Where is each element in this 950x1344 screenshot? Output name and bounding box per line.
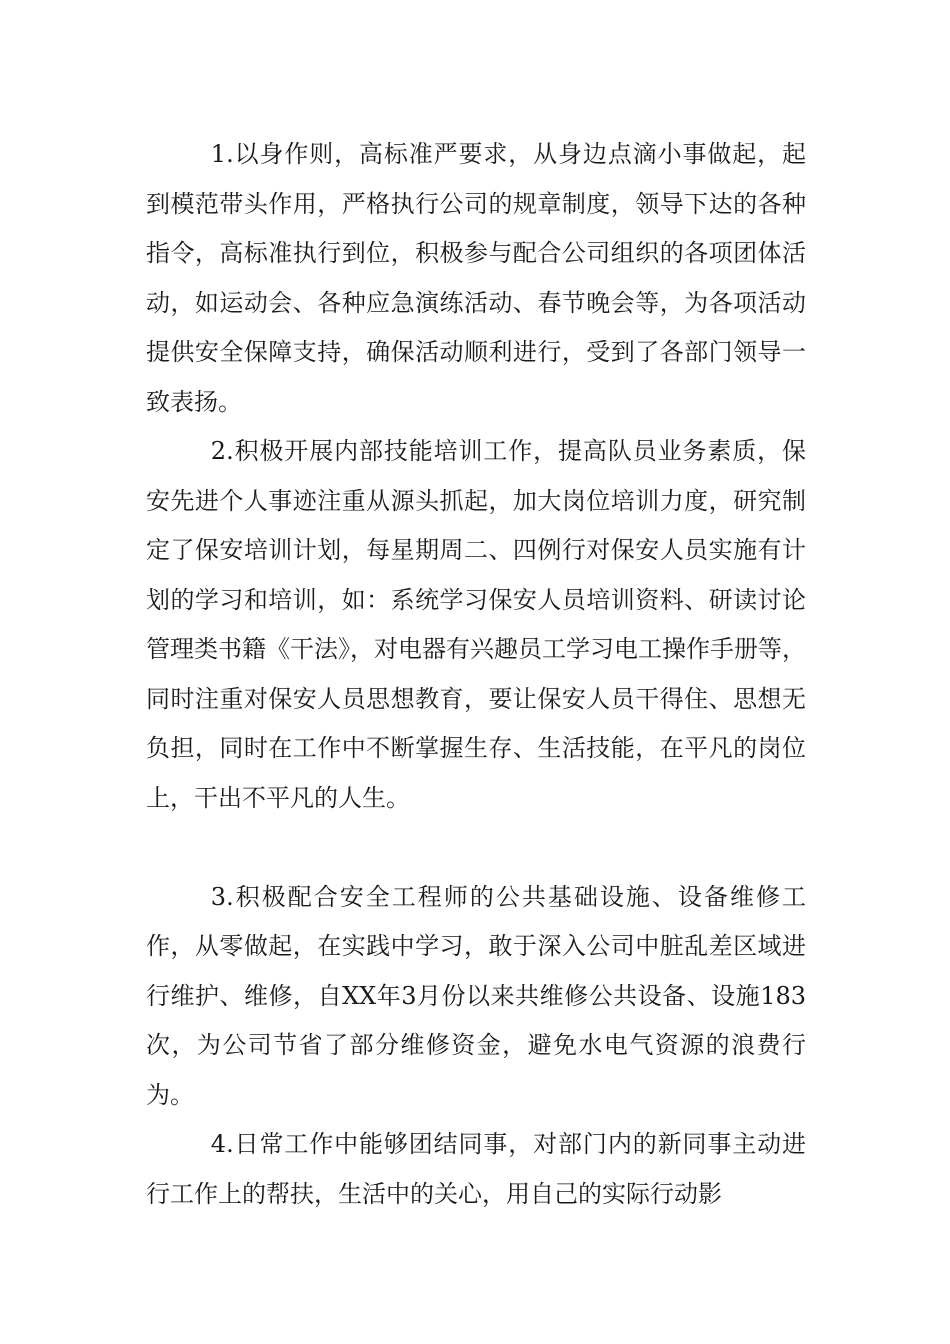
paragraph-1: 1.以身作则，高标准严要求，从身边点滴小事做起，起到模范带头作用，严格执行公司的规章制度，领导下达的各种指令，高标准执行到位，积极参与配合公司组织的各项团体活动，如运动会、各种应急演练活动、春节晚会等，为各项活动提供安全保障支持，确保活动顺利进行，受到了各部门领导一致表扬。 xyxy=(146,140,806,416)
document-body xyxy=(146,130,806,1219)
paragraph-3: 3.积极配合安全工程师的公共基础设施、设备维修工作，从零做起，在实践中学习，敢于深入公司中脏乱差区域进行维护、维修，自XX年3月份以来共维修公共设备、设施183次，为公司节省了部分维修资金，避免水电气资源的浪费行为。 xyxy=(146,882,806,1109)
paragraph-2: 2.积极开展内部技能培训工作，提高队员业务素质，保安先进个人事迹注重从源头抓起，加大岗位培训力度，研究制定了保安培训计划，每星期周二、四例行对保安人员实施有计划的学习和培训，如：系统学习保安人员培训资料、研读讨论管理类书籍《干法》，对电器有兴趣员工学习电工操作手册等，同时注重对保安人员思想教育，要让保安人员干得住、思想无负担，同时在工作中不断掌握生存、生活技能，在平凡的岗位上，干出不平凡的人生。 xyxy=(146,437,806,812)
paragraph-4: 4.日常工作中能够团结同事，对部门内的新同事主动进行工作上的帮扶，生活中的关心，用自己的实际行动影 xyxy=(146,1130,806,1208)
paragraph-spacer xyxy=(146,823,806,873)
